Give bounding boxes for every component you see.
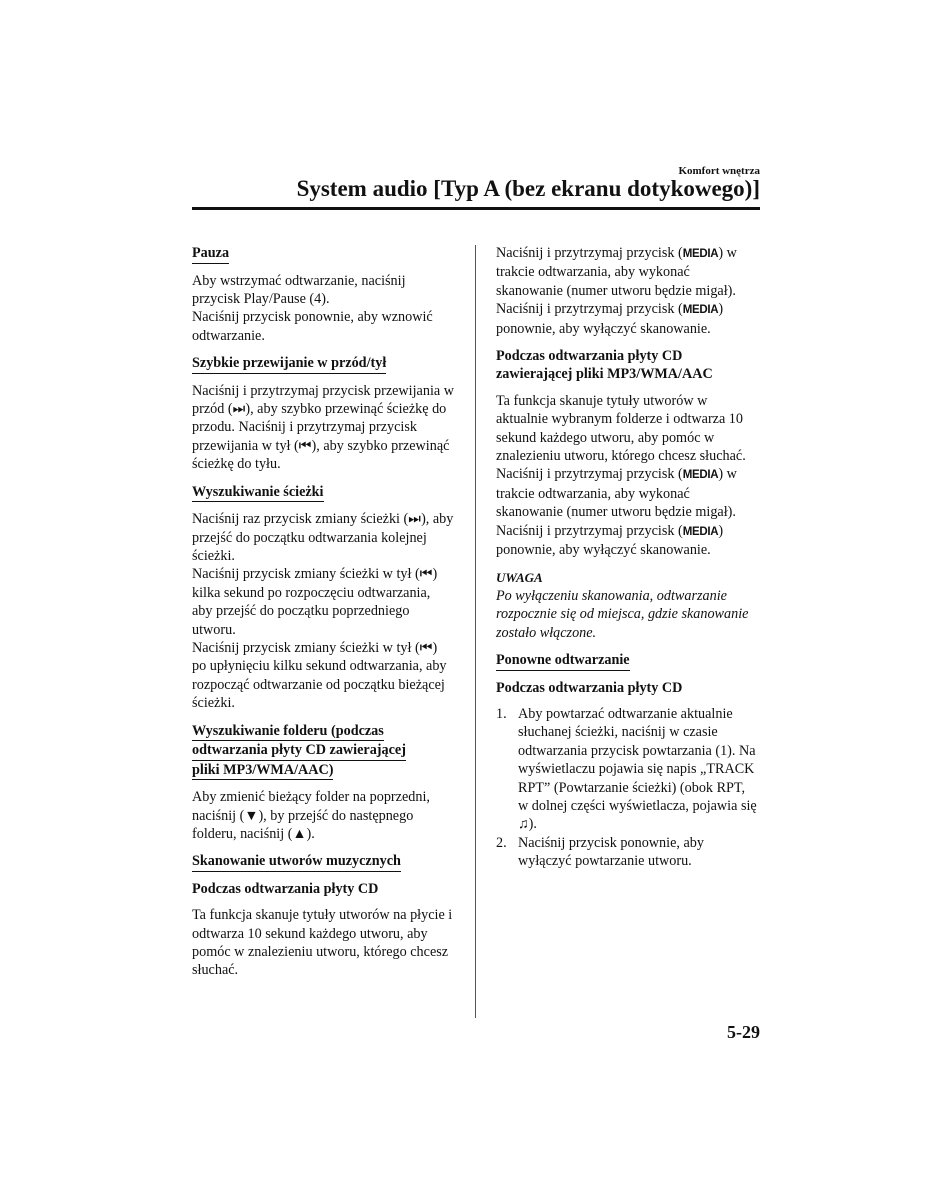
rewind-icon: ⏮ — [298, 437, 312, 454]
left-column — [192, 244, 454, 980]
heading-repeat: Ponowne odtwarzanie — [496, 652, 630, 671]
scan-paragraph-2: Naciśnij i przytrzymaj przycisk (MEDIA) w trakcie odtwarzania, aby wykonać skanowanie (numer utworu będzie migał). — [496, 245, 737, 299]
subhead-repeat-cd: Podczas odtwarzania płyty CD — [496, 679, 683, 696]
list-item-text: Aby powtarzać odtwarzanie aktualnie słuchanej ścieżki, naciśnij w czasie odtwarzania przycisk powtarzania (1). Na wyświetlaczu pojawia się napis „TRACK RPT” (Powtarzanie ścieżki) (obok RPT, w dolnej części wyświetlacza, pojawia się ♫). — [518, 706, 757, 833]
subhead-mp3-line-2: zawierającej pliki MP3/WMA/AAC — [496, 366, 713, 383]
music-note-icon: ♫ — [518, 816, 529, 833]
subhead-cd-playback: Podczas odtwarzania płyty CD — [192, 880, 379, 897]
rewind-icon: ⏮ — [419, 566, 433, 583]
heading-folder-search-line-1: Wyszukiwanie folderu (podczas — [192, 723, 384, 742]
media-button-icon: MEDIA — [682, 469, 719, 482]
track-paragraph-3: Naciśnij przycisk zmiany ścieżki w tył (⏮) po upłynięciu kilku sekund odtwarzania, aby rozpocząć odtwarzanie od początku bieżącej ścieżki. — [192, 640, 447, 712]
down-arrow-icon: ▼ — [244, 807, 259, 824]
rewind-icon: ⏮ — [419, 640, 433, 656]
heading-track-search: Wyszukiwanie ścieżki — [192, 484, 324, 503]
list-item-number: 2. — [496, 834, 507, 851]
media-button-icon: MEDIA — [682, 525, 719, 538]
heading-pause: Pauza — [192, 245, 229, 264]
mp3-scan-paragraph-2: Naciśnij i przytrzymaj przycisk (MEDIA) ponownie, aby wyłączyć skanowanie. — [496, 522, 724, 559]
list-item-text: Naciśnij przycisk ponownie, aby wyłączyć powtarzanie utworu. — [518, 834, 704, 870]
page-title: System audio [Typ A (bez ekranu dotykowego)] — [296, 176, 760, 201]
mp3-scan-paragraph-1: Ta funkcja skanuje tytuły utworów w aktualnie wybranym folderze i odtwarza 10 sekund każdego utworu, aby pomóc w znalezieniu utworu, którego chcesz słuchać. Naciśnij i przytrzymaj przycisk (MEDIA) w trakcie odtwarzania, aby wykonać skanowanie (numer utworu będzie migał). — [496, 392, 746, 521]
ffrew-paragraph: Naciśnij i przytrzymaj przycisk przewijania w przód (⏭), aby szybko przewinąć ścieżkę do przodu. Naciśnij i przytrzymaj przycisk przewijania w tył (⏮), aby szybko przewinąć ścieżkę do tyłu. — [192, 382, 454, 473]
column-divider — [475, 245, 476, 1018]
scan-paragraph-3: Naciśnij i przytrzymaj przycisk (MEDIA) ponownie, aby wyłączyć skanowanie. — [496, 301, 724, 337]
title-rule — [192, 207, 760, 210]
heading-folder-search-line-2: odtwarzania płyty CD zawierającej — [192, 742, 406, 761]
page-number: 5-29 — [727, 1022, 760, 1042]
list-item-number: 1. — [496, 706, 507, 723]
media-button-icon: MEDIA — [682, 248, 719, 260]
fast-forward-icon: ⏭ — [408, 511, 422, 528]
list-item — [496, 834, 758, 871]
heading-music-scan: Skanowanie utworów muzycznych — [192, 853, 401, 872]
up-arrow-icon: ▲ — [292, 825, 307, 842]
subhead-mp3-line-1: Podczas odtwarzania płyty CD — [496, 348, 683, 365]
track-paragraph-1: Naciśnij raz przycisk zmiany ścieżki (⏭), aby przejść do początku odtwarzania kolejnej ścieżki. — [192, 511, 454, 564]
list-item — [496, 705, 758, 834]
right-column — [496, 244, 758, 871]
pause-paragraph-1: Aby wstrzymać odtwarzanie, naciśnij przycisk Play/Pause (4). — [192, 272, 406, 307]
media-button-icon: MEDIA — [682, 304, 719, 317]
fast-forward-icon: ⏭ — [232, 401, 246, 418]
track-paragraph-2: Naciśnij przycisk zmiany ścieżki w tył (⏮) kilka sekund po rozpoczęciu odtwarzania, aby przejść do początku poprzedniego utworu. — [192, 566, 438, 638]
folder-paragraph: Aby zmienić bieżący folder na poprzedni, naciśnij (▼), by przejść do następnego folderu, naciśnij (▲). — [192, 789, 430, 842]
note-text: Po wyłączeniu skanowania, odtwarzanie rozpocznie się od miejsca, gdzie skanowanie zostało włączone. — [496, 587, 749, 641]
note-label: UWAGA — [496, 569, 543, 585]
pause-paragraph-2: Naciśnij przycisk ponownie, aby wznowić odtwarzanie. — [192, 309, 433, 344]
heading-folder-search-line-3: pliki MP3/WMA/AAC) — [192, 762, 333, 781]
heading-fast-forward-rewind: Szybkie przewijanie w przód/tył — [192, 355, 386, 374]
section-label: Komfort wnętrza — [678, 165, 760, 177]
scan-paragraph-1: Ta funkcja skanuje tytuły utworów na płycie i odtwarza 10 sekund każdego utworu, aby pomóc w znalezieniu utworu, którego chcesz słuchać. — [192, 907, 453, 979]
